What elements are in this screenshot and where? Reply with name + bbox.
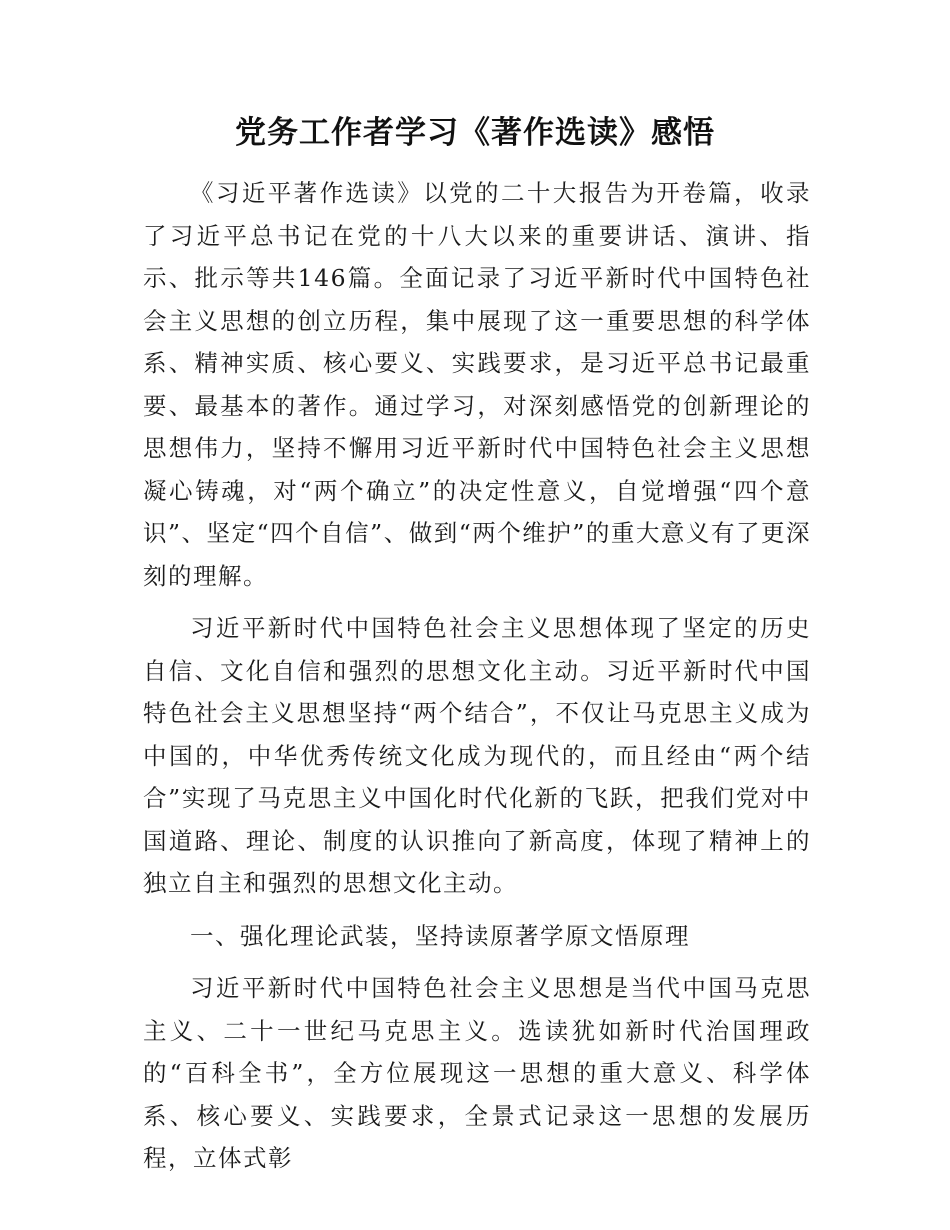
paragraph-3: 习近平新时代中国特色社会主义思想是当代中国马克思主义、二十一世纪马克思主义。选读犹如新时代治国理政的“百科全书”，全方位展现这一思想的重大意义、科学体系、核心要义、实践要求，全景式记录这一思想的发展历程，立体式彰 bbox=[143, 974, 811, 1172]
document-body bbox=[143, 172, 811, 1190]
document-title: 党务工作者学习《著作选读》感悟 bbox=[235, 115, 715, 151]
section-heading-1: 一、强化理论武装，坚持读原著学原文悟原理 bbox=[190, 921, 690, 950]
paragraph-2: 习近平新时代中国特色社会主义思想体现了坚定的历史自信、文化自信和强烈的思想文化主动。习近平新时代中国特色社会主义思想坚持“两个结合”，不仅让马克思主义成为中国的，中华优秀传统文化成为现代的，而且经由“两个结合”实现了马克思主义中国化时代化新的飞跃，把我们党对中国道路、理论、制度的认识推向了新高度，体现了精神上的独立自主和强烈的思想文化主动。 bbox=[143, 614, 811, 897]
paragraph-1: 《习近平著作选读》以党的二十大报告为开卷篇，收录了习近平总书记在党的十八大以来的重要讲话、演讲、指示、批示等共146篇。全面记录了习近平新时代中国特色社会主义思想的创立历程，集中展现了这一重要思想的科学体系、精神实质、核心要义、实践要求，是习近平总书记最重要、最基本的著作。通过学习，对深刻感悟党的创新理论的思想伟力，坚持不懈用习近平新时代中国特色社会主义思想凝心铸魂，对“两个确立”的决定性意义，自觉增强“四个意识”、坚定“四个自信”、做到“两个维护”的重大意义有了更深刻的理解。 bbox=[143, 179, 811, 590]
